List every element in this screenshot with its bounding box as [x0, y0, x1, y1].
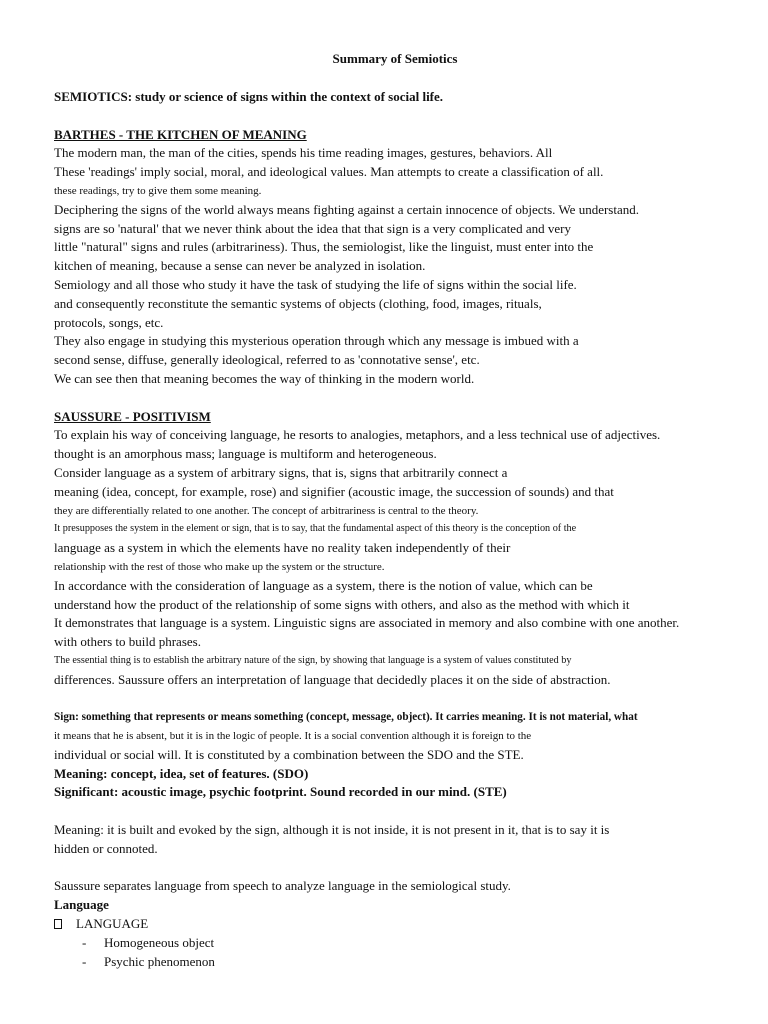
document-body	[54, 88, 754, 971]
saussure-line: It presupposes the system in the element or sign, that is to say, that the fundamental aspect of this theory is the conception of the	[54, 523, 577, 535]
sign-line: individual or social will. It is constituted by a combination between the SDO and the STE.	[54, 746, 524, 762]
barthes-line: and consequently reconstitute the semantic systems of objects (clothing, food, images, rituals,	[54, 295, 542, 311]
dash-bullet-icon: -	[82, 934, 87, 950]
saussure-line: understand how the product of the relationship of some signs with others, and also as the method with which it	[54, 596, 630, 612]
barthes-line: The modern man, the man of the cities, spends his time reading images, gestures, behaviors. All	[54, 145, 553, 161]
barthes-line: These 'readings' imply social, moral, and ideological values. Man attempts to create a classification of all.	[54, 164, 604, 180]
saussure-line: differences. Saussure offers an interpretation of language that decidedly places it on the side of abstraction.	[54, 671, 611, 687]
language-bullet-label: LANGUAGE	[76, 916, 149, 932]
meaning-paragraph-line: hidden or connoted.	[54, 840, 158, 856]
significant-definition: Significant: acoustic image, psychic footprint. Sound recorded in our mind. (STE)	[54, 784, 507, 800]
box-bullet-icon	[54, 919, 62, 929]
language-intro: Saussure separates language from speech to analyze language in the semiological study.	[54, 878, 511, 894]
saussure-line: It demonstrates that language is a system. Linguistic signs are associated in memory and also combine with one another.	[54, 615, 680, 631]
saussure-line: To explain his way of conceiving language, he resorts to analogies, metaphors, and a less technical use of adjectives.	[54, 427, 661, 443]
language-heading: Language	[54, 897, 109, 913]
saussure-heading: SAUSSURE - POSITIVISM	[54, 408, 211, 424]
list-item-label: Homogeneous object	[104, 934, 215, 950]
language-bullet	[54, 915, 754, 934]
saussure-line: In accordance with the consideration of language as a system, there is the notion of value, which can be	[54, 577, 593, 593]
spacer	[54, 389, 754, 408]
barthes-line: Semiology and all those who study it have the task of studying the life of signs within the social life.	[54, 276, 577, 292]
dash-bullet-icon: -	[82, 953, 87, 969]
saussure-line: they are differentially related to one another. The concept of arbitrariness is central to the theory.	[54, 504, 479, 517]
spacer	[54, 690, 754, 709]
barthes-line: little "natural" signs and rules (arbitrariness). Thus, the semiologist, like the linguist, must enter into the	[54, 239, 594, 255]
semiotics-definition: SEMIOTICS: study or science of signs within the context of social life.	[54, 89, 444, 104]
barthes-line: signs are so 'natural' that we never think about the idea that that sign is a very complicated and very	[54, 220, 571, 236]
meaning-definition: Meaning: concept, idea, set of features. (SDO)	[54, 765, 309, 781]
list-item	[54, 953, 754, 972]
spacer	[54, 802, 754, 821]
sign-definition: Sign: something that represents or means something (concept, message, object). It carries meaning. It is not material, what	[54, 711, 638, 724]
spacer	[54, 107, 754, 126]
barthes-line: We can see then that meaning becomes the way of thinking in the modern world.	[54, 370, 475, 386]
barthes-line: protocols, songs, etc.	[54, 314, 164, 330]
saussure-line: The essential thing is to establish the arbitrary nature of the sign, by showing that language is a system of values constituted by	[54, 654, 572, 666]
saussure-line: thought is an amorphous mass; language is multiform and heterogeneous.	[54, 446, 437, 462]
meaning-paragraph-line: Meaning: it is built and evoked by the sign, although it is not inside, it is not present in it, that is to say it is	[54, 822, 610, 838]
list-item	[54, 934, 754, 953]
barthes-line: Deciphering the signs of the world always means fighting against a certain innocence of objects. We understand.	[54, 201, 639, 217]
barthes-line: second sense, diffuse, generally ideological, referred to as 'connotative sense', etc.	[54, 352, 480, 368]
barthes-line: kitchen of meaning, because a sense can never be analyzed in isolation.	[54, 258, 426, 274]
spacer	[54, 859, 754, 878]
barthes-line: They also engage in studying this mysterious operation through which any message is imbued with a	[54, 333, 579, 349]
saussure-line: Consider language as a system of arbitrary signs, that is, signs that arbitrarily connect a	[54, 464, 508, 480]
saussure-line: with others to build phrases.	[54, 634, 201, 650]
saussure-line: language as a system in which the elements have no reality taken independently of their	[54, 540, 511, 556]
barthes-line: these readings, try to give them some meaning.	[54, 184, 262, 197]
saussure-line: meaning (idea, concept, for example, rose) and signifier (acoustic image, the succession of sounds) and that	[54, 483, 614, 499]
document-title: Summary of Semiotics	[332, 51, 458, 66]
sign-line: it means that he is absent, but it is in the logic of people. It is a social convention although it is foreign to the	[54, 730, 532, 743]
saussure-line: relationship with the rest of those who make up the system or the structure.	[54, 560, 385, 573]
list-item-label: Psychic phenomenon	[104, 953, 215, 969]
barthes-heading: BARTHES - THE KITCHEN OF MEANING	[54, 126, 307, 142]
